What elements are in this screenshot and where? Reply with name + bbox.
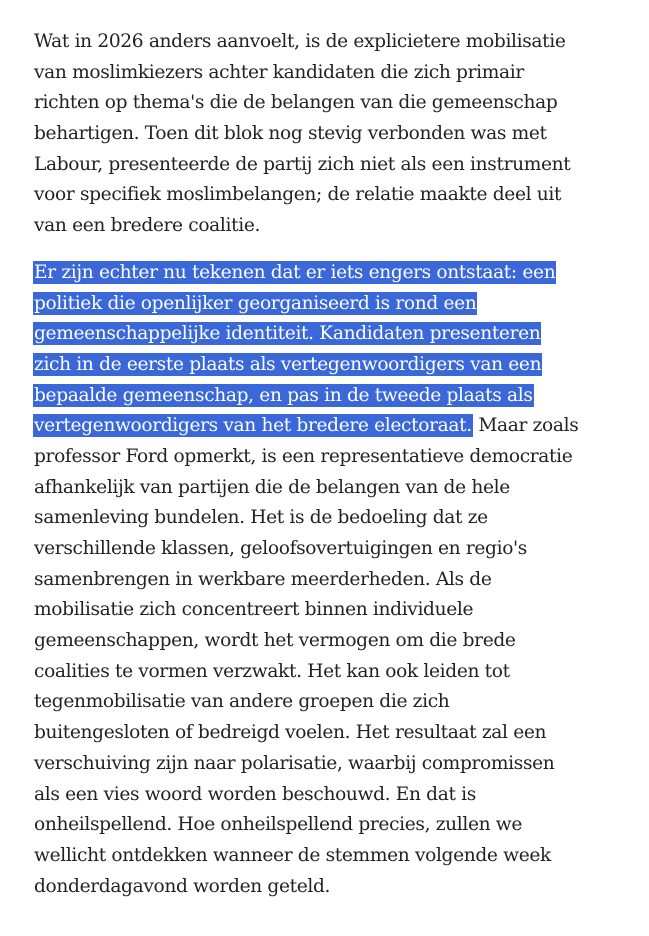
- text-line[interactable]: verschuiving zijn naar polarisatie, waarbij compromissen: [34, 752, 555, 774]
- text-selection[interactable]: zich in de eerste plaats als vertegenwoordigers van een: [34, 353, 542, 375]
- text-selection[interactable]: politiek die openlijker georganiseerd is rond een: [34, 292, 477, 314]
- text-line[interactable]: donderdagavond worden geteld.: [34, 875, 331, 897]
- selected-text-line[interactable]: [34, 381, 624, 412]
- text-line[interactable]: voor specifiek moslimbelangen; de relatie maakte deel uit: [34, 184, 562, 206]
- text-line[interactable]: afhankelijk van partijen die de belangen van de hele: [34, 476, 510, 498]
- text-line[interactable]: Labour, presenteerde de partij zich niet als een instrument: [34, 153, 571, 175]
- text-line[interactable]: richten op thema's die de belangen van die gemeenschap: [34, 92, 558, 114]
- text-line[interactable]: samenbrengen in werkbare meerderheden. Als de: [34, 568, 492, 590]
- text-line[interactable]: Wat in 2026 anders aanvoelt, is de explicietere mobilisatie: [34, 31, 566, 52]
- text-line[interactable]: tegenmobilisatie van andere groepen die zich: [34, 691, 450, 713]
- text-line[interactable]: als een vies woord worden beschouwd. En dat is: [34, 783, 476, 805]
- unselected-text[interactable]: Maar zoals: [472, 415, 579, 437]
- text-selection[interactable]: gemeenschappelijke identiteit. Kandidaten presenteren: [34, 323, 541, 345]
- text-line[interactable]: mobilisatie zich concentreert binnen individuele: [34, 599, 474, 621]
- selected-text-line[interactable]: [34, 289, 624, 320]
- paragraph-2: [34, 258, 624, 902]
- text-line[interactable]: wellicht ontdekken wanneer de stemmen volgende week: [34, 844, 551, 866]
- selected-text-line[interactable]: [34, 350, 624, 381]
- text-line[interactable]: professor Ford opmerkt, is een representatieve democratie: [34, 445, 573, 467]
- selected-text-line[interactable]: [34, 411, 624, 442]
- text-line[interactable]: behartigen. Toen dit blok nog stevig verbonden was met: [34, 123, 547, 145]
- article-body: [34, 27, 624, 902]
- text-line[interactable]: van een bredere coalitie.: [34, 215, 261, 237]
- paragraph-spacer: [34, 242, 624, 258]
- text-line[interactable]: samenleving bundelen. Het is de bedoeling dat ze: [34, 507, 488, 529]
- selected-text-line[interactable]: [34, 319, 624, 350]
- text-selection[interactable]: vertegenwoordigers van het bredere electoraat.: [34, 415, 472, 437]
- text-selection[interactable]: Er zijn echter nu tekenen dat er iets engers ontstaat: een: [34, 261, 556, 283]
- text-line[interactable]: gemeenschappen, wordt het vermogen om die brede: [34, 630, 516, 652]
- text-line[interactable]: coalities te vormen verzwakt. Het kan ook leiden tot: [34, 660, 510, 682]
- text-line[interactable]: buitengesloten of bedreigd voelen. Het resultaat zal een: [34, 722, 547, 744]
- selected-text-line[interactable]: [34, 258, 624, 289]
- text-line[interactable]: onheilspellend. Hoe onheilspellend precies, zullen we: [34, 814, 523, 836]
- text-selection[interactable]: bepaalde gemeenschap, en pas in de tweede plaats als: [34, 384, 533, 406]
- paragraph-1: [34, 27, 624, 242]
- text-line[interactable]: verschillende klassen, geloofsovertuigingen en regio's: [34, 538, 527, 559]
- text-line[interactable]: van moslimkiezers achter kandidaten die zich primair: [34, 61, 524, 83]
